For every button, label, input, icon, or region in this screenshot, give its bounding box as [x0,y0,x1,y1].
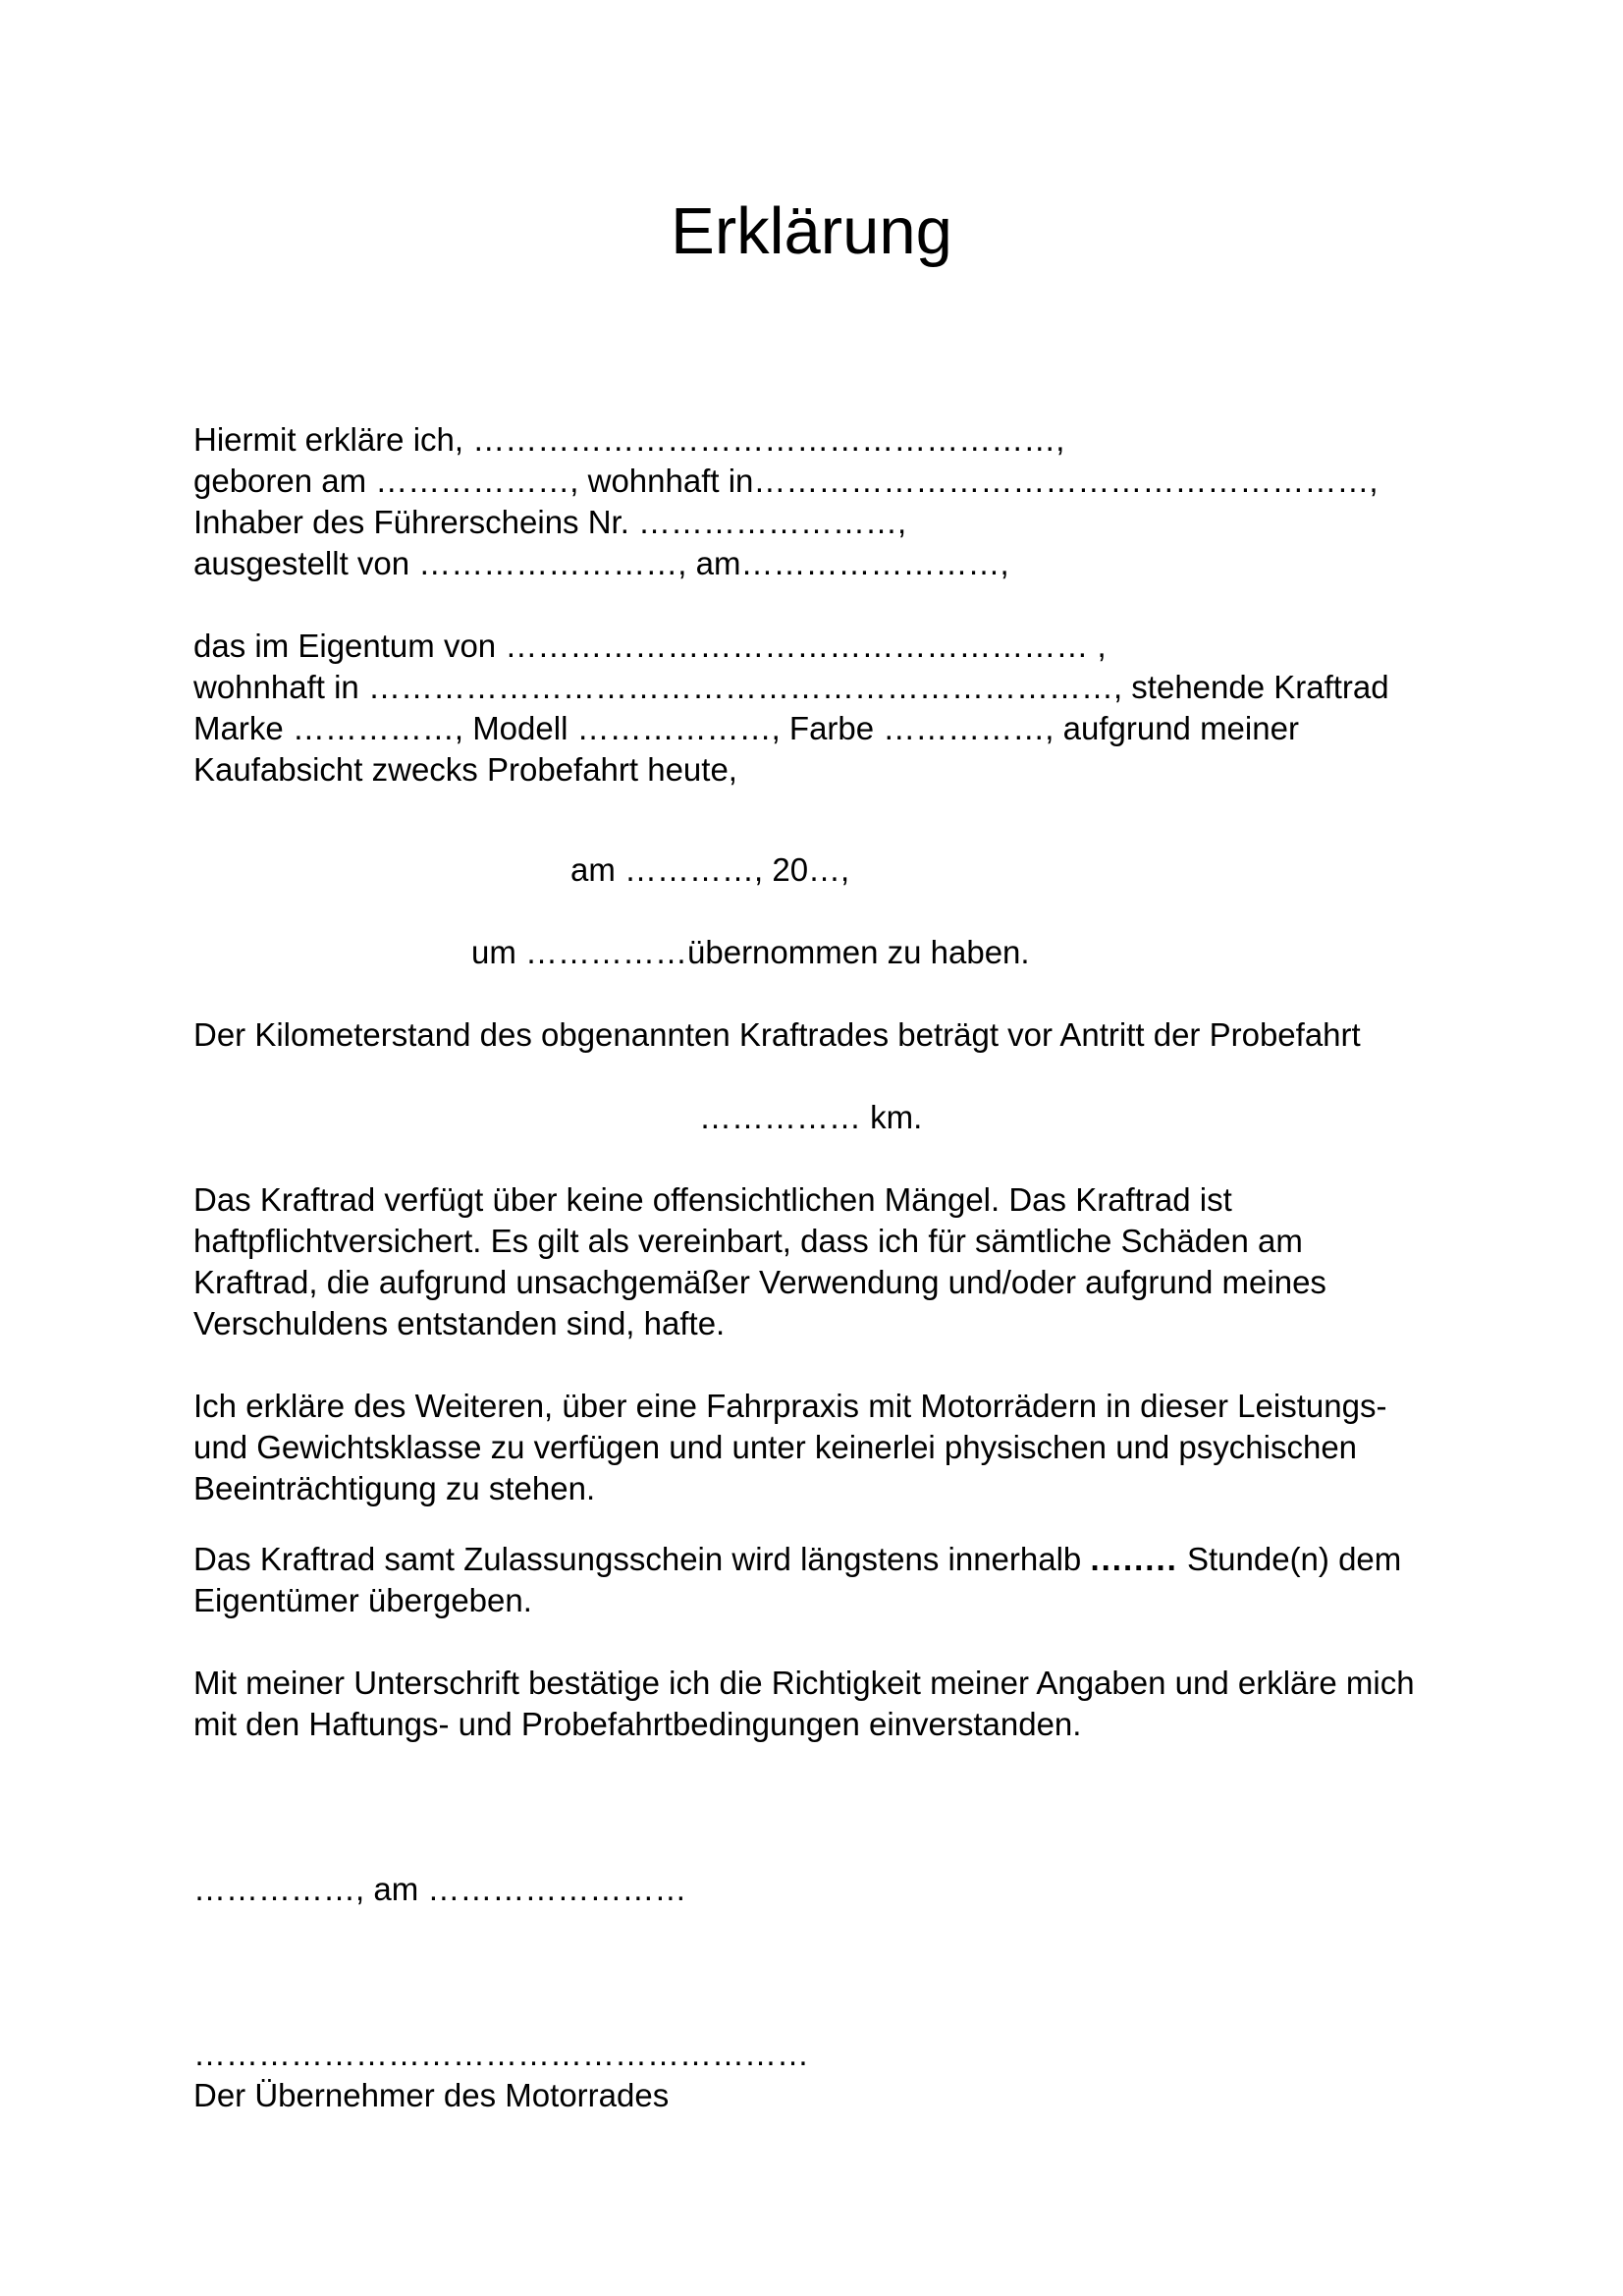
return-deadline-line-1: Das Kraftrad samt Zulassungsschein wird längstens innerhalb ........ Stunde(n) dem [193,1541,1402,1577]
condition-liability-line-2: haftpflichtversichert. Es gilt als vereinbart, dass ich für sämtliche Schäden am [193,1223,1303,1259]
confirmation-line-2: mit den Haftungs- und Probefahrtbedingungen einverstanden. [193,1706,1082,1742]
blank-line [193,973,1509,1014]
owner-name-line: das im Eigentum von ……………………………………………… , [193,628,1107,664]
takeover-date-line: am …………, 20…, [570,851,850,888]
blank-line [193,1786,1509,1828]
odometer-intro-line: Der Kilometerstand des obgenannten Kraftrades beträgt vor Antritt der Probefahrt [193,1016,1361,1053]
blank-line [193,1056,1509,1097]
blank-line [193,1344,1509,1386]
takeover-time-line: um ……………übernommen zu haben. [471,934,1030,970]
blank-line [193,891,1509,932]
confirmation-line-1: Mit meiner Unterschrift bestätige ich die Richtigkeit meiner Angaben und erkläre mich [193,1665,1415,1701]
license-number-line: Inhaber des Führerscheins Nr. ……………………, [193,504,907,540]
bike-make-model-color-line: Marke ……………, Modell ………………, Farbe ……………, aufgrund meiner [193,710,1299,746]
blank-line [193,1138,1509,1179]
signature-dotted-line: ………………………………………………… [193,2036,809,2072]
place-date-line: ……………, am …………………… [193,1871,687,1907]
blank-line [193,1910,1509,1951]
blank-line [193,1993,1509,2034]
experience-declaration-line-1: Ich erkläre des Weiteren, über eine Fahrpraxis mit Motorrädern in dieser Leistungs- [193,1388,1387,1424]
blank-line [193,1621,1509,1663]
condition-liability-line-1: Das Kraftrad verfügt über keine offensichtlichen Mängel. Das Kraftrad ist [193,1181,1232,1218]
owner-address-line: wohnhaft in ……………………………………………………………, stehende Kraftrad [193,669,1389,705]
birthdate-residence-line: geboren am ………………, wohnhaft in…………………………………………………, [193,463,1379,499]
declarant-name-line: Hiermit erkläre ich, ………………………………………………, [193,421,1065,458]
blank-line [193,1745,1509,1786]
blank-line [193,584,1509,626]
condition-liability-line-3: Kraftrad, die aufgrund unsachgemäßer Verwendung und/oder aufgrund meines [193,1264,1326,1300]
signature-label-line: Der Übernehmer des Motorrades [193,2077,670,2113]
blank-line [193,791,1509,832]
document-title: Erklärung [671,194,952,268]
document-body [193,419,1509,2116]
blank-line [193,1951,1509,1993]
condition-liability-line-4: Verschuldens entstanden sind, hafte. [193,1305,726,1341]
license-issued-line: ausgestellt von ……………………, am……………………, [193,545,1009,581]
experience-declaration-line-2: und Gewichtsklasse zu verfügen und unter keinerlei physischen und psychischen [193,1429,1358,1465]
purchase-intent-line: Kaufabsicht zwecks Probefahrt heute, [193,751,737,788]
experience-declaration-line-3: Beeinträchtigung zu stehen. [193,1470,596,1506]
blank-line [193,1828,1509,1869]
return-deadline-line-2: Eigentümer übergeben. [193,1582,532,1618]
odometer-value-line: …………… km. [699,1099,923,1135]
